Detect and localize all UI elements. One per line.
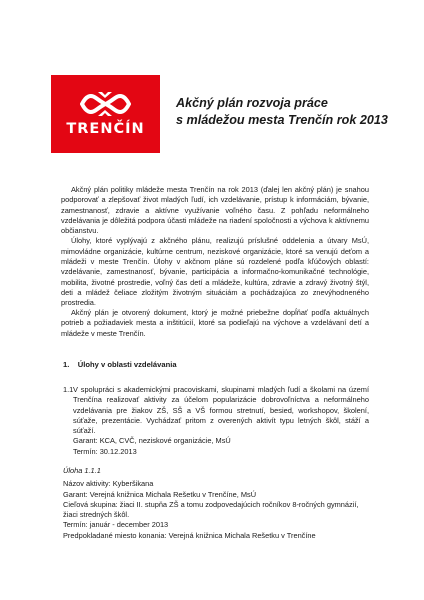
intro-text-closing bbox=[61, 308, 369, 339]
title-line-1: Akčný plán rozvoja práce bbox=[176, 96, 328, 110]
title-line-2: s mládežou mesta Trenčín rok 2013 bbox=[176, 113, 388, 127]
task-title: Úloha 1.1.1 bbox=[63, 466, 101, 475]
task-name: Názov aktivity: Kyberšikana bbox=[63, 479, 154, 489]
trencin-logo-banner bbox=[51, 75, 160, 153]
task-garant: Garant: Verejná knižnica Michala Rešetku v Trenčíne, MsÚ bbox=[63, 489, 257, 499]
section-title: Úlohy v oblasti vzdelávania bbox=[77, 360, 177, 369]
item-garant: Garant: KCA, CVČ, neziskové organizácie, MsÚ bbox=[73, 436, 231, 446]
item-number: 1.1 bbox=[63, 385, 74, 394]
task-1-1-1 bbox=[63, 466, 369, 541]
section-number: 1. bbox=[63, 360, 70, 369]
document-title bbox=[176, 95, 406, 129]
logo-text: TRENČÍN bbox=[66, 121, 145, 137]
intro-paragraph: Úlohy, ktoré vyplývajú z akčného plánu, realizujú príslušné oddelenia a útvary MsÚ, mimovládne organizácie, kultúrne centrum, neziskové organizácie, ktoré sa venujú deťom a mládeži v meste Trenčín. Úlohy v akčnom pláne sú rozdelené podľa kľúčových oblastí: vzdelávanie, zamestnanosť, bývanie, participácia a informačno-komunikačné technológie, mobilita, životné prostredie, voľný čas detí a mládeže, kultúra, zdravie a zdravý životný štýl, deti a mládež čeliace zložitým životným situáciám a pochádzajúca zo znevýhodneného prostredia. bbox=[61, 236, 369, 308]
item-termin: Termín: 30.12.2013 bbox=[73, 446, 137, 456]
intro-text bbox=[61, 185, 369, 309]
task-place: Predpokladané miesto konania: Verejná knižnica Michala Rešetku v Trenčíne bbox=[63, 530, 316, 540]
intro-paragraph: Akčný plán politiky mládeže mesta Trenčín na rok 2013 (ďalej len akčný plán) je snahou podporovať a zlepšovať život mladých ľudí, ich vzdelávanie, prístup k informáciám, bývanie, zamestnanosť, zdravie a aktívne využívanie voľného času. Z pohľadu neformálneho vzdelávania je dôležitá podpora účasti mládeže na riadení spoločnosti a výchova k aktívnemu občianstvu. bbox=[61, 185, 369, 236]
task-termin: Termín: január - december 2013 bbox=[63, 520, 169, 530]
task-target-group: Cieľová skupina: žiaci II. stupňa ZŠ a tomu zodpovedajúcich ročníkov 8-ročných gymnázií, žiaci stredných škôl. bbox=[63, 499, 359, 520]
item-1-1 bbox=[63, 385, 369, 457]
trencin-emblem-icon bbox=[80, 89, 131, 119]
intro-paragraph: Akčný plán je otvorený dokument, ktorý je možné priebežne dopĺňať podľa aktuálnych potrieb a požiadaviek mesta a inštitúcií, ktoré sa podieľajú na výchove a vzdelávaní detí a mládeže v meste Trenčín. bbox=[61, 308, 369, 338]
item-text: V spolupráci s akademickými pracoviskami, skupinami mladých ľudí a školami na území Trenčína realizovať aktivity za účelom popularizácie dobrovoľníctva a neformálneho vzdelávania pre žiakov ZŠ, SŠ a VŠ formou stretnutí, besied, workshopov, školení, súťaže, prezentácie. Vychádzať pritom z overených aktivít typu letných škôl, stáží a súťaží. bbox=[73, 385, 369, 436]
section-heading bbox=[63, 360, 177, 369]
